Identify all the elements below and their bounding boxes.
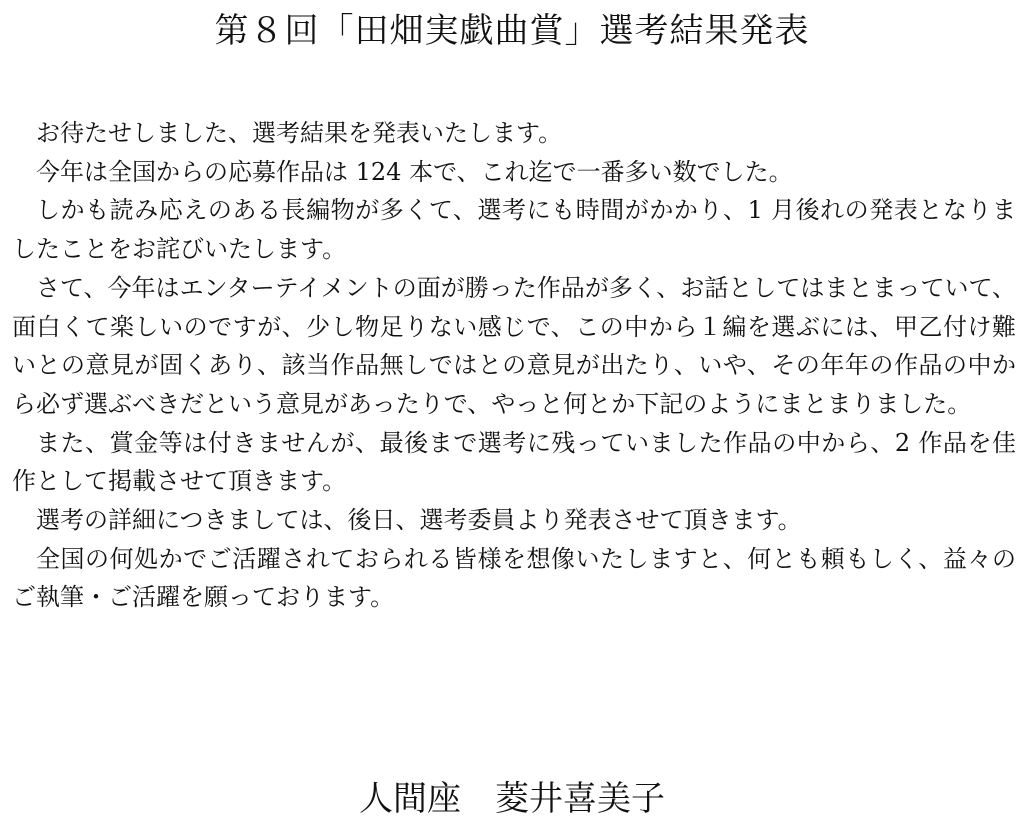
page-title: 第８回「田畑実戯曲賞」選考結果発表 <box>214 11 810 51</box>
paragraph-apology: しかも読み応えのある長編物が多くて、選考にも時間がかかり、1 月後れの発表となりましたことをお詫びいたします。 <box>12 196 1016 264</box>
paragraph-evaluation: さて、今年はエンターテイメントの面が勝った作品が多く、お話としてはまとまっていて、面白くて楽しいのですが、少し物足りない感じで、この中から１編を選ぶには、甲乙付け難いとの意見が固くあり、該当作品無しではとの意見が出たり、いや、その年年の作品の中から必ず選ぶべきだという意見があったりで、やっと何とか下記のようにまとまりました。 <box>12 273 1016 418</box>
paragraph-entry-count: 今年は全国からの応募作品は 124 本で、これ迄で一番多い数でした。 <box>36 157 793 186</box>
paragraph-honorable-mention: また、賞金等は付きませんが、最後まで選考に残っていました作品の中から、2 作品を佳作として掲載させて頂きます。 <box>12 428 1016 496</box>
paragraph-intro: お待たせしました、選考結果を発表いたします。 <box>36 119 563 147</box>
signature: 人間座 菱井喜美子 <box>359 779 665 819</box>
paragraph-closing: 全国の何処かでご活躍されておられる皆様を想像いたしますと、何とも頼もしく、益々のご執筆・ご活躍を願っております。 <box>12 544 1016 612</box>
paragraph-details: 選考の詳細につきましては、後日、選考委員より発表させて頂きます。 <box>36 506 802 535</box>
announcement-body <box>12 114 1016 617</box>
